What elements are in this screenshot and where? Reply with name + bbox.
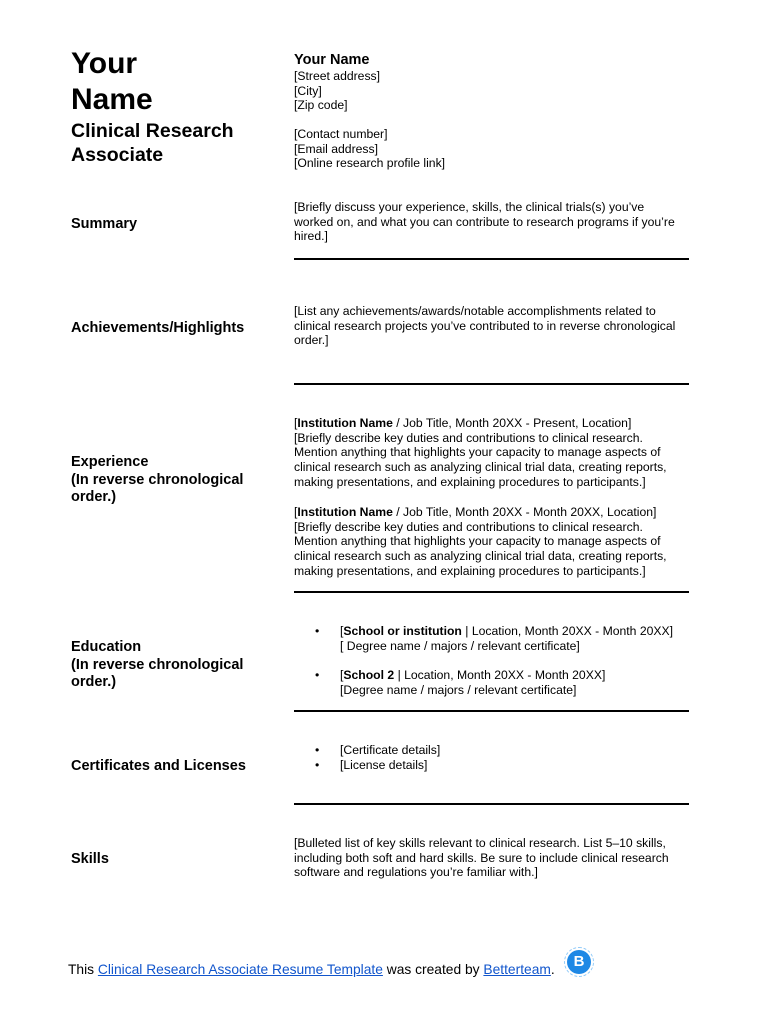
school-details: | Location, Month 20XX - Month 20XX] (461, 624, 674, 638)
bullet-icon: • (315, 668, 320, 683)
experience-label (71, 454, 271, 507)
bullet-icon: • (315, 757, 320, 772)
name-line-1: Your (71, 47, 138, 80)
achievements-text (294, 304, 694, 348)
school-details: | Location, Month 20XX - Month 20XX] (394, 668, 606, 683)
achievements-line: clinical research projects you’ve contributed to in reverse chronological (294, 318, 676, 333)
bullet-icon: • (315, 743, 320, 757)
school-name: School or institution (343, 624, 462, 638)
institution-name: Institution Name (297, 505, 393, 519)
job-title (71, 119, 271, 167)
summary-label: Summary (71, 216, 138, 232)
education-heading: [School or institution | Location, Month 20XX - Month 20XX] (340, 624, 674, 638)
city: [City] (294, 83, 322, 98)
experience-label-line: order.) (71, 489, 117, 505)
footer-middle: was created by (382, 962, 484, 977)
license-item: [License details] (340, 757, 428, 772)
education-label-line: Education (71, 639, 142, 655)
section-divider (294, 258, 689, 260)
zip-code: [Zip code] (294, 98, 348, 113)
profile-link: [Online research profile link] (294, 156, 446, 171)
email-address: [Email address] (294, 141, 378, 156)
bullet-icon: • (315, 624, 320, 638)
experience-heading: [Institution Name / Job Title, Month 20XX - Present, Location] (294, 416, 632, 430)
experience-line: making presentations, and explaining procedures to participants.] (294, 563, 646, 578)
job-title-line-1: Clinical Research (71, 120, 234, 142)
degree: [Degree name / majors / relevant certificate] (340, 683, 577, 698)
name-line-2: Name (71, 83, 153, 116)
resume-name (71, 46, 153, 118)
achievements-label: Achievements/Highlights (71, 320, 245, 336)
skills-line: software and regulations you’re familiar with.] (294, 865, 538, 880)
list-item (294, 758, 694, 773)
achievements-line: order.] (294, 333, 329, 348)
experience-line: [Briefly describe key duties and contributions to clinical research. (294, 430, 643, 445)
summary-text (294, 200, 694, 244)
job-details: / Job Title, Month 20XX - Present, Location] (392, 416, 632, 430)
education-label-line: order.) (71, 674, 117, 690)
experience-line: Mention anything that highlights your capacity to manage aspects of (294, 534, 661, 549)
certificates-list (294, 743, 694, 772)
skills-text (294, 836, 694, 880)
list-item (294, 624, 694, 653)
certificates-label: Certificates and Licenses (71, 758, 246, 774)
list-item (294, 668, 694, 697)
experience-line: clinical research such as analyzing clinical trial data, creating reports, (294, 549, 667, 564)
template-link[interactable]: Clinical Research Associate Resume Template (97, 962, 383, 977)
experience-line: [Briefly describe key duties and contributions to clinical research. (294, 519, 643, 534)
education-label (71, 639, 271, 692)
experience-entry-1 (294, 416, 694, 490)
contact-number: [Contact number] (294, 127, 388, 141)
footer-prefix: This (68, 962, 98, 977)
achievements-line: [List any achievements/awards/notable accomplishments related to (294, 304, 656, 318)
skills-label: Skills (71, 851, 109, 867)
experience-line: making presentations, and explaining procedures to participants.] (294, 474, 646, 489)
experience-entry-2 (294, 505, 694, 579)
experience-label-line: (In reverse chronological (71, 471, 244, 488)
job-details: / Job Title, Month 20XX - Month 20XX, Location] (392, 505, 657, 519)
summary-line: worked on, and what you can contribute to research programs if you’re (294, 214, 675, 229)
contact-name: Your Name (294, 52, 370, 68)
list-item (294, 743, 694, 758)
summary-line: hired.] (294, 229, 328, 244)
job-title-line-2: Associate (71, 144, 164, 166)
section-divider (294, 591, 689, 593)
betterteam-logo-icon[interactable]: B (567, 950, 591, 974)
institution-name: Institution Name (297, 416, 393, 430)
education-list (294, 624, 694, 698)
experience-line: Mention anything that highlights your capacity to manage aspects of (294, 445, 661, 460)
contact-block (294, 52, 694, 113)
skills-line: including both soft and hard skills. Be sure to include clinical research (294, 850, 669, 865)
contact-details (294, 127, 694, 171)
betterteam-link[interactable]: Betterteam (483, 962, 551, 977)
footer-suffix: . (550, 962, 555, 977)
certificate-item: [Certificate details] (340, 743, 441, 757)
education-label-line: (In reverse chronological (71, 656, 244, 673)
section-divider (294, 383, 689, 385)
degree: [ Degree name / majors / relevant certificate] (340, 638, 580, 653)
school-name: School 2 (343, 668, 395, 683)
summary-line: [Briefly discuss your experience, skills, the clinical trials(s) you’ve (294, 200, 645, 214)
street-address: [Street address] (294, 69, 381, 83)
experience-line: clinical research such as analyzing clinical trial data, creating reports, (294, 460, 667, 475)
experience-label-line: Experience (71, 454, 149, 470)
education-heading: [School 2 | Location, Month 20XX - Month 20XX] (340, 668, 606, 683)
footer-credit (68, 961, 555, 978)
experience-heading: [Institution Name / Job Title, Month 20XX - Month 20XX, Location] (294, 505, 657, 519)
section-divider (294, 803, 689, 805)
skills-line: [Bulleted list of key skills relevant to clinical research. List 5–10 skills, (294, 836, 666, 850)
section-divider (294, 710, 689, 712)
